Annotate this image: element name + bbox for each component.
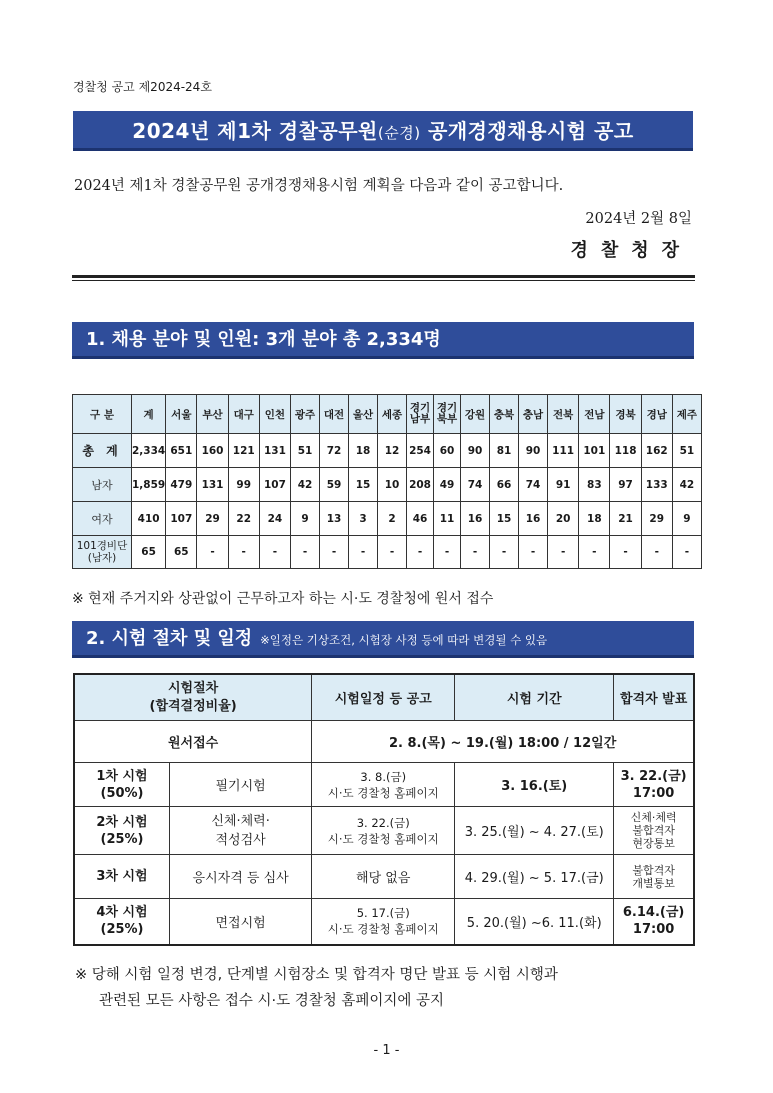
result-time: 17:00 (632, 922, 675, 938)
result-line1: 신체·체력 (630, 811, 677, 824)
cell: 651 (166, 434, 197, 468)
exam-period: 5. 20.(월) ~6. 11.(화) (455, 899, 614, 945)
schedule-table (73, 673, 695, 946)
stage-cell (74, 807, 170, 855)
notice-date: 2024년 2월 8일 (585, 211, 692, 227)
application-period: 2. 8.(목) ~ 19.(월) 18:00 / 12일간 (312, 721, 694, 763)
result-date: 3. 22.(금) (620, 768, 687, 784)
result-date: 6.14.(금) (622, 905, 685, 921)
title-tail: 공개경쟁채용시험 공고 (428, 119, 634, 143)
footer-note-line1: ※ 당해 시험 일정 변경, 단계별 시험장소 및 합격자 명단 발표 등 시험 시행과 (75, 967, 558, 983)
cell: 91 (548, 468, 579, 502)
col-header: 광주 (291, 395, 320, 434)
cell: 479 (166, 468, 197, 502)
ratio-label: (합격결정비율) (149, 698, 237, 714)
stage-cell (74, 899, 170, 945)
cell: - (259, 536, 290, 569)
col-header: 부산 (197, 395, 228, 434)
result-line3: 현장통보 (632, 837, 675, 850)
section2-title: 2. 시험 절차 및 일정 (86, 628, 253, 649)
cell: 16 (519, 502, 548, 536)
cell: 410 (132, 502, 166, 536)
cell: 99 (228, 468, 259, 502)
cell: 60 (434, 434, 461, 468)
cell: - (349, 536, 378, 569)
stage-name: 2차 시험 (96, 814, 148, 830)
col-header: 제주 (672, 395, 701, 434)
row-label: 101경비단(남자) (73, 536, 132, 569)
cell: 72 (320, 434, 349, 468)
cell: 16 (461, 502, 490, 536)
stage-name: 4차 시험 (96, 905, 148, 921)
page-number: - 1 - (373, 1043, 400, 1058)
col-header-procedure (74, 674, 312, 721)
cell: 13 (320, 502, 349, 536)
cell: - (378, 536, 407, 569)
application-label: 원서접수 (74, 721, 312, 763)
cell: - (490, 536, 519, 569)
cell: 208 (407, 468, 434, 502)
col-header: 경기북부 (434, 395, 461, 434)
col-header-notice: 시험일정 등 공고 (312, 674, 455, 721)
cell: 74 (461, 468, 490, 502)
col-header-period: 시험 기간 (455, 674, 614, 721)
recruitment-table (72, 394, 702, 569)
cell: 59 (320, 468, 349, 502)
row-stage1 (74, 763, 694, 807)
cell: 97 (610, 468, 641, 502)
stage-type (170, 807, 312, 855)
stage-ratio: (25%) (100, 831, 144, 847)
notice-cell (312, 763, 455, 807)
col-header: 전북 (548, 395, 579, 434)
row-label: 여자 (73, 502, 132, 536)
col-header: 인천 (259, 395, 290, 434)
result-line2: 개별통보 (632, 876, 675, 890)
cell: 101 (579, 434, 610, 468)
cell: 29 (197, 502, 228, 536)
cell: 2,334 (132, 434, 166, 468)
cell: - (519, 536, 548, 569)
cell: - (228, 536, 259, 569)
col-header: 경기남부 (407, 395, 434, 434)
cell: 160 (197, 434, 228, 468)
section1-note: ※ 현재 주거지와 상관없이 근무하고자 하는 시·도 경찰청에 원서 접수 (72, 591, 494, 607)
col-header: 경북 (610, 395, 641, 434)
stage-type-line1: 신체·체력· (211, 813, 270, 829)
col-header: 대전 (320, 395, 349, 434)
col-header: 계 (132, 395, 166, 434)
stage-type: 필기시험 (170, 763, 312, 807)
cell: 51 (672, 434, 701, 468)
cell: 3 (349, 502, 378, 536)
cell: 9 (672, 502, 701, 536)
cell: - (320, 536, 349, 569)
row-application (74, 721, 694, 763)
cell: 24 (259, 502, 290, 536)
section2-heading (72, 621, 694, 658)
cell: 2 (378, 502, 407, 536)
result-cell (614, 763, 694, 807)
section1-heading: 1. 채용 분야 및 인원: 3개 분야 총 2,334명 (72, 322, 694, 359)
cell: 18 (349, 434, 378, 468)
cell: - (610, 536, 641, 569)
cell: - (461, 536, 490, 569)
cell: 118 (610, 434, 641, 468)
exam-period: 3. 16.(토) (455, 763, 614, 807)
stage-name: 1차 시험 (96, 768, 148, 784)
stage-type: 응시자격 등 심사 (170, 855, 312, 899)
cell: - (672, 536, 701, 569)
notice-cell (312, 899, 455, 945)
cell: - (291, 536, 320, 569)
exam-period: 4. 29.(월) ~ 5. 17.(금) (455, 855, 614, 899)
notice-date: 5. 17.(금) (356, 906, 410, 921)
notice-where: 시·도 경찰청 홈페이지 (327, 831, 439, 846)
schedule-header-row (74, 674, 694, 721)
notice-date: 3. 22.(금) (356, 815, 410, 830)
recruitment-header-row (73, 395, 702, 434)
procedure-label: 시험절차 (168, 680, 219, 696)
col-header: 구 분 (73, 395, 132, 434)
col-header: 전남 (579, 395, 610, 434)
col-header: 울산 (349, 395, 378, 434)
col-header: 강원 (461, 395, 490, 434)
row-label: 남자 (73, 468, 132, 502)
col-header: 세종 (378, 395, 407, 434)
col-header: 충북 (490, 395, 519, 434)
cell: 111 (548, 434, 579, 468)
stage-ratio: (25%) (100, 922, 144, 938)
intro-text: 2024년 제1차 경찰공무원 공개경쟁채용시험 계획을 다음과 같이 공고합니다. (74, 178, 564, 194)
cell: 133 (641, 468, 672, 502)
cell: 1,859 (132, 468, 166, 502)
result-cell (614, 807, 694, 855)
notice-cell: 해당 없음 (312, 855, 455, 899)
footer-note (75, 962, 558, 1014)
row-stage4 (74, 899, 694, 945)
divider-thick (72, 275, 695, 278)
row-stage3 (74, 855, 694, 899)
cell: 162 (641, 434, 672, 468)
col-header: 충남 (519, 395, 548, 434)
stage-ratio: (50%) (100, 785, 144, 801)
cell: 131 (259, 434, 290, 468)
cell: 10 (378, 468, 407, 502)
col-header: 경남 (641, 395, 672, 434)
cell: 49 (434, 468, 461, 502)
cell: 51 (291, 434, 320, 468)
result-line1: 불합격자 (632, 863, 675, 877)
row-101-guard (73, 536, 702, 569)
document-title (73, 111, 693, 151)
exam-period: 3. 25.(월) ~ 4. 27.(토) (455, 807, 614, 855)
cell: - (579, 536, 610, 569)
cell: 21 (610, 502, 641, 536)
cell: 42 (672, 468, 701, 502)
notice-date: 3. 8.(금) (360, 769, 407, 784)
cell: 65 (132, 536, 166, 569)
cell: - (197, 536, 228, 569)
cell: 29 (641, 502, 672, 536)
signer: 경찰청장 (570, 240, 692, 261)
cell: 22 (228, 502, 259, 536)
row-total (73, 434, 702, 468)
cell: - (407, 536, 434, 569)
result-line2: 불합격자 (632, 824, 675, 837)
col-header-result: 합격자 발표 (614, 674, 694, 721)
notice-number: 경찰청 공고 제2024-24호 (73, 80, 212, 94)
cell: 18 (579, 502, 610, 536)
title-main: 2024년 제1차 경찰공무원 (132, 119, 378, 143)
cell: 90 (519, 434, 548, 468)
notice-where: 시·도 경찰청 홈페이지 (327, 785, 439, 800)
col-header: 대구 (228, 395, 259, 434)
cell: 83 (579, 468, 610, 502)
cell: 107 (259, 468, 290, 502)
stage-type: 면접시험 (170, 899, 312, 945)
cell: 9 (291, 502, 320, 536)
title-sub: (순경) (377, 124, 421, 142)
divider-thin (72, 280, 695, 281)
section2-note: ※일정은 기상조건, 시험장 사정 등에 따라 변경될 수 있음 (260, 633, 548, 647)
cell: 254 (407, 434, 434, 468)
row-male (73, 468, 702, 502)
cell: 11 (434, 502, 461, 536)
stage-type-line2: 적성검사 (215, 832, 266, 848)
row-stage2 (74, 807, 694, 855)
cell: 12 (378, 434, 407, 468)
cell: 15 (349, 468, 378, 502)
footer-note-line2: 관련된 모든 사항은 접수 시·도 경찰청 홈페이지에 공지 (99, 993, 445, 1009)
result-time: 17:00 (632, 785, 675, 801)
result-cell (614, 855, 694, 899)
cell: 74 (519, 468, 548, 502)
row-female (73, 502, 702, 536)
cell: 46 (407, 502, 434, 536)
cell: - (434, 536, 461, 569)
cell: 121 (228, 434, 259, 468)
notice-where: 시·도 경찰청 홈페이지 (327, 922, 439, 937)
cell: 66 (490, 468, 519, 502)
row-label: 총 계 (73, 434, 132, 468)
cell: 107 (166, 502, 197, 536)
cell: 15 (490, 502, 519, 536)
cell: 131 (197, 468, 228, 502)
cell: - (548, 536, 579, 569)
cell: 90 (461, 434, 490, 468)
stage-cell (74, 763, 170, 807)
result-cell (614, 899, 694, 945)
cell: 20 (548, 502, 579, 536)
cell: 42 (291, 468, 320, 502)
cell: 65 (166, 536, 197, 569)
cell: 81 (490, 434, 519, 468)
col-header: 서울 (166, 395, 197, 434)
notice-cell (312, 807, 455, 855)
stage-name: 3차 시험 (74, 855, 170, 899)
cell: - (641, 536, 672, 569)
